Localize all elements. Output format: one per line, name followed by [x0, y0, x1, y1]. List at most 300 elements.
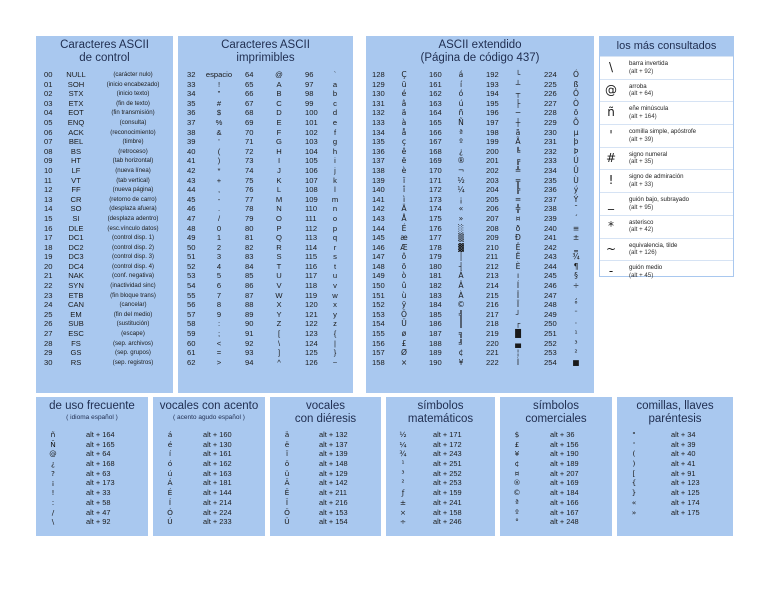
- extended-code: 220: [486, 338, 499, 348]
- quotes-brackets-char: (: [632, 449, 636, 459]
- umlaut-vowels-char: Ï: [285, 497, 289, 507]
- extended-char: ã: [515, 127, 521, 137]
- frequent-use-char: \: [51, 517, 55, 527]
- printable-row: [178, 319, 353, 329]
- control-row: [36, 224, 173, 234]
- control-description: (desplaza adentro): [107, 214, 159, 222]
- quotes-brackets-row: [617, 430, 733, 440]
- math-symbols-alt-code: alt + 171: [433, 430, 462, 439]
- extended-char: ¹: [574, 329, 578, 339]
- extended-code: 176: [429, 223, 442, 233]
- frequent-use-title: de uso frecuente: [49, 400, 135, 412]
- extended-code: 184: [429, 300, 442, 310]
- umlaut-vowels-row: [270, 469, 381, 479]
- extended-char: ¢: [458, 348, 464, 358]
- most-consulted-glyph: @: [605, 82, 617, 97]
- umlaut-vowels-row: [270, 449, 381, 459]
- extended-char: ¥: [458, 357, 464, 367]
- extended-char: à: [401, 117, 407, 127]
- extended-row: [366, 118, 594, 128]
- printable-code: 42: [187, 165, 196, 175]
- extended-row: [366, 329, 594, 339]
- commercial-symbols-row: [500, 469, 612, 479]
- printable-row: [178, 108, 353, 118]
- extended-char: ¦: [516, 348, 520, 358]
- frequent-use-row: [36, 469, 148, 479]
- most-consulted-name: signo de admiración: [629, 173, 684, 181]
- control-abbrev: ACK: [68, 127, 84, 137]
- math-symbols-row: [386, 517, 495, 527]
- printable-code: 110: [305, 204, 318, 214]
- extended-char: è: [401, 165, 407, 175]
- accented-vowels-row: [153, 488, 265, 498]
- control-abbrev: NULL: [66, 70, 86, 79]
- control-code: 12: [44, 185, 53, 195]
- control-description: (control disp. 4): [112, 262, 154, 270]
- extended-code: 151: [372, 290, 385, 300]
- printable-code: 46: [187, 204, 196, 214]
- control-code: 10: [44, 165, 53, 175]
- printable-char: ,: [217, 185, 221, 195]
- printable-code: 44: [187, 185, 196, 195]
- extended-code: 181: [429, 271, 442, 281]
- printable-code: 116: [305, 261, 318, 271]
- extended-row: [366, 358, 594, 368]
- printable-char: w: [332, 290, 338, 300]
- control-code: 25: [44, 309, 53, 319]
- printable-char: K: [276, 175, 282, 185]
- printable-code: 100: [305, 108, 318, 118]
- accented-vowels-char: ó: [167, 459, 173, 469]
- math-symbols-alt-code: alt + 252: [433, 468, 462, 478]
- extended-code: 239: [544, 213, 557, 223]
- math-symbols-title: símbolos: [417, 400, 464, 412]
- math-symbols-row: [386, 469, 495, 479]
- extended-code: 183: [429, 290, 442, 300]
- printable-char: ]: [277, 348, 281, 358]
- umlaut-vowels-alt-code: alt + 129: [319, 468, 348, 478]
- extended-char: º: [459, 137, 463, 147]
- math-symbols-alt-code: alt + 241: [433, 497, 462, 507]
- extended-char: É: [401, 223, 407, 233]
- math-symbols-char: ²: [401, 478, 405, 488]
- extended-title-line-1: ASCII extendido: [438, 39, 522, 51]
- extended-ascii-panel: [366, 36, 594, 393]
- printable-code: 85: [245, 271, 254, 281]
- quotes-brackets-title: comillas, llaves: [636, 400, 714, 412]
- frequent-use-row: [36, 430, 148, 440]
- control-code: 23: [44, 290, 53, 300]
- umlaut-vowels-row: [270, 517, 381, 527]
- printable-row: [178, 89, 353, 99]
- commercial-symbols-row: [500, 449, 612, 459]
- printable-code: 123: [305, 329, 318, 339]
- printable-char: %: [215, 117, 223, 127]
- printable-char: g: [332, 137, 338, 147]
- extended-code: 236: [544, 185, 557, 195]
- umlaut-vowels-row: [270, 440, 381, 450]
- control-row: [36, 233, 173, 243]
- printable-code: 36: [187, 108, 196, 118]
- extended-code: 186: [429, 319, 442, 329]
- printable-code: 32: [187, 70, 196, 79]
- umlaut-vowels-row: [270, 478, 381, 488]
- extended-code: 163: [429, 98, 442, 108]
- frequent-use-rows: [36, 430, 148, 527]
- extended-char: ╦: [515, 175, 521, 185]
- printable-char: ): [217, 156, 221, 166]
- extended-code: 227: [544, 98, 557, 108]
- quotes-brackets-char: }: [631, 488, 637, 498]
- control-abbrev: NAK: [68, 271, 84, 281]
- accented-vowels-alt-code: alt + 160: [203, 430, 232, 439]
- printable-code: 103: [305, 137, 318, 147]
- extended-code: 131: [372, 98, 385, 108]
- extended-code: 149: [372, 271, 385, 281]
- printable-code: 40: [187, 146, 196, 156]
- quotes-brackets-char: [: [632, 468, 636, 478]
- control-description: (control disp. 2): [112, 243, 154, 251]
- math-symbols-alt-code: alt + 246: [433, 517, 462, 527]
- frequent-use-char: ¿: [51, 459, 55, 469]
- printable-code: 106: [305, 165, 318, 175]
- printable-char: G: [276, 137, 282, 147]
- commercial-symbols-char: °: [515, 517, 519, 527]
- extended-char: ¾: [572, 252, 580, 262]
- most-consulted-item: [600, 260, 733, 283]
- extended-code: 241: [544, 233, 557, 243]
- frequent-use-row: [36, 459, 148, 469]
- extended-char: é: [401, 89, 407, 99]
- printable-char: |: [334, 338, 336, 348]
- control-description: (inicio encabezado): [106, 80, 160, 88]
- printable-char: U: [276, 271, 282, 281]
- extended-code: 221: [486, 348, 499, 358]
- quotes-brackets-row: [617, 449, 733, 459]
- extended-row: [366, 319, 594, 329]
- quotes-brackets-alt-code: alt + 125: [671, 488, 700, 498]
- extended-char: Õ: [573, 117, 579, 127]
- quotes-brackets-alt-code: alt + 123: [671, 478, 700, 488]
- control-abbrev: DC3: [68, 252, 84, 262]
- printable-code: 79: [245, 213, 254, 223]
- control-abbrev: GS: [70, 348, 82, 358]
- math-symbols-char: ±: [399, 497, 407, 507]
- printable-char: B: [276, 89, 282, 99]
- printable-char: x: [333, 300, 337, 310]
- extended-char: ó: [458, 89, 464, 99]
- frequent-use-alt-code: alt + 173: [86, 478, 115, 488]
- umlaut-vowels-row: [270, 488, 381, 498]
- control-description: (desplaza afuera): [109, 205, 157, 213]
- commercial-symbols-char: ¥: [514, 449, 520, 459]
- extended-code: 135: [372, 137, 385, 147]
- umlaut-vowels-row: [270, 430, 381, 440]
- control-description: (fin del medio): [113, 310, 153, 318]
- most-consulted-alt-code: (alt + 33): [629, 180, 654, 188]
- printable-row: [178, 329, 353, 339]
- extended-char: ¯: [574, 204, 578, 214]
- extended-code: 207: [486, 213, 499, 223]
- control-abbrev: SOH: [67, 79, 85, 89]
- extended-char: ÷: [572, 281, 580, 291]
- control-row: [36, 214, 173, 224]
- math-symbols-row: [386, 498, 495, 508]
- control-description: (timbre): [122, 138, 144, 146]
- control-row: [36, 195, 173, 205]
- extended-code: 245: [544, 271, 557, 281]
- frequent-use-alt-code: alt + 165: [86, 439, 115, 449]
- extended-code: 246: [544, 281, 557, 291]
- control-abbrev: HT: [70, 156, 82, 166]
- extended-char: ╝: [458, 338, 464, 348]
- extended-char: á: [458, 70, 464, 79]
- extended-char: ô: [401, 252, 407, 262]
- printable-code: 70: [245, 127, 254, 137]
- printable-char: [: [277, 329, 281, 339]
- quotes-brackets-row: [617, 498, 733, 508]
- math-symbols-char: ½: [399, 430, 407, 439]
- frequent-use-alt-code: alt + 58: [86, 497, 111, 507]
- control-description: (retorno de carro): [109, 195, 157, 203]
- control-row: [36, 319, 173, 329]
- commercial-symbols-char: ª: [515, 497, 519, 507]
- accented-vowels-char: á: [167, 430, 173, 439]
- quotes-brackets-row: [617, 440, 733, 450]
- umlaut-vowels-title: vocales: [306, 400, 345, 412]
- extended-code: 215: [486, 290, 499, 300]
- control-abbrev: EOT: [68, 108, 84, 118]
- math-symbols-row: [386, 459, 495, 469]
- control-abbrev: DC2: [68, 242, 84, 252]
- quotes-brackets-row: [617, 459, 733, 469]
- printable-char: +: [216, 175, 222, 185]
- quotes-brackets-alt-code: alt + 174: [671, 497, 700, 507]
- printable-code: 68: [245, 108, 254, 118]
- printable-code: 96: [305, 70, 314, 79]
- most-consulted-item: [600, 169, 733, 192]
- extended-code: 145: [372, 233, 385, 243]
- control-code: 21: [44, 271, 53, 281]
- extended-char: ¼: [457, 185, 465, 195]
- control-description: (consulta): [119, 118, 147, 126]
- commercial-symbols-char: ©: [513, 488, 521, 498]
- extended-row: [366, 156, 594, 166]
- control-abbrev: VT: [71, 175, 81, 185]
- extended-code: 193: [486, 79, 499, 89]
- control-abbrev: CR: [70, 194, 82, 204]
- control-abbrev: ETX: [68, 98, 84, 108]
- printable-char: &: [216, 127, 222, 137]
- control-row: [36, 108, 173, 118]
- commercial-symbols-char: ¢: [514, 459, 520, 469]
- control-row: [36, 166, 173, 176]
- printable-char: H: [276, 146, 282, 156]
- printable-code: 122: [305, 319, 318, 329]
- printable-row: [178, 271, 353, 281]
- printable-code: 52: [187, 261, 196, 271]
- printable-char: S: [276, 252, 282, 262]
- extended-row: [366, 281, 594, 291]
- extended-code: 152: [372, 300, 385, 310]
- most-consulted-glyph: ': [609, 128, 613, 143]
- most-consulted-item: [600, 215, 733, 238]
- printable-char: 1: [216, 233, 222, 243]
- most-consulted-panel: [599, 36, 734, 277]
- printable-code: 50: [187, 242, 196, 252]
- frequent-use-alt-code: alt + 63: [86, 468, 111, 478]
- control-row: [36, 271, 173, 281]
- control-title-line-2: de control: [79, 51, 130, 64]
- printable-char: O: [276, 213, 282, 223]
- extended-row: [366, 300, 594, 310]
- extended-row: [366, 310, 594, 320]
- frequent-use-row: [36, 498, 148, 508]
- extended-code: 164: [429, 108, 442, 118]
- extended-char: ¡: [459, 194, 463, 204]
- control-abbrev: SI: [72, 213, 80, 223]
- commercial-symbols-alt-code: alt + 184: [550, 488, 579, 498]
- extended-row: [366, 70, 594, 80]
- printable-char: :: [217, 319, 221, 329]
- control-description: (sustitución): [116, 320, 150, 328]
- accented-vowels-row: [153, 430, 265, 440]
- printable-char: N: [276, 204, 282, 214]
- printable-code: 56: [187, 300, 196, 310]
- most-consulted-glyph: -: [608, 264, 614, 279]
- printable-code: 76: [245, 185, 254, 195]
- printable-code: 81: [245, 233, 254, 243]
- printable-code: 35: [187, 98, 196, 108]
- printable-char: 6: [216, 281, 222, 291]
- extended-code: 182: [429, 281, 442, 291]
- printable-char: ^: [277, 357, 281, 367]
- commercial-symbols-row: [500, 478, 612, 488]
- printable-code: 47: [187, 213, 196, 223]
- frequent-use-row: [36, 449, 148, 459]
- accented-vowels-row: [153, 469, 265, 479]
- extended-char: █: [515, 329, 521, 339]
- math-symbols-alt-code: alt + 172: [433, 439, 462, 449]
- frequent-use-char: ¡: [51, 478, 55, 488]
- extended-char: õ: [573, 108, 579, 118]
- extended-char: ║: [458, 319, 464, 329]
- most-consulted-alt-code: (alt + 126): [629, 249, 657, 256]
- commercial-symbols-row: [500, 517, 612, 527]
- printable-char: V: [276, 281, 282, 291]
- commercial-symbols-alt-code: alt + 248: [550, 517, 579, 527]
- extended-row: [366, 89, 594, 99]
- printable-char: @: [275, 70, 283, 79]
- printable-row: [178, 137, 353, 147]
- extended-char: »: [458, 213, 464, 223]
- most-consulted-item: [600, 79, 733, 102]
- control-code: 00: [44, 70, 53, 79]
- control-code: 03: [44, 98, 53, 108]
- umlaut-vowels-alt-code: alt + 139: [319, 449, 348, 459]
- printable-char: L: [276, 185, 282, 195]
- control-abbrev: EM: [70, 309, 82, 319]
- extended-char: Ð: [515, 233, 521, 243]
- control-description: (fin bloque trans): [110, 291, 156, 299]
- accented-vowels-char: ú: [167, 468, 173, 478]
- printable-code: 66: [245, 89, 254, 99]
- extended-char: ¿: [458, 146, 464, 156]
- extended-char: ð: [515, 223, 521, 233]
- control-code: 05: [44, 117, 53, 127]
- most-consulted-alt-code: (alt + 45): [629, 271, 654, 279]
- extended-char: ü: [401, 79, 407, 89]
- math-symbols-row: [386, 508, 495, 518]
- printable-code: 61: [187, 348, 196, 358]
- extended-char: ½: [457, 175, 465, 185]
- extended-char: ¤: [515, 213, 521, 223]
- control-code: 26: [44, 319, 53, 329]
- accented-vowels-title: vocales con acento: [159, 400, 259, 412]
- printable-code: 120: [305, 300, 318, 310]
- accented-vowels-row: [153, 440, 265, 450]
- printable-code: 84: [245, 261, 254, 271]
- extended-code: 148: [372, 261, 385, 271]
- frequent-use-alt-code: alt + 64: [86, 449, 111, 459]
- printable-row: [178, 156, 353, 166]
- commercial-symbols-row: [500, 498, 612, 508]
- extended-code: 254: [544, 357, 557, 367]
- printable-char: t: [333, 261, 337, 271]
- printable-row: [178, 348, 353, 358]
- umlaut-vowels-panel: [270, 397, 381, 536]
- frequent-use-row: [36, 478, 148, 488]
- control-row: [36, 128, 173, 138]
- extended-char: î: [402, 185, 406, 195]
- most-consulted-item: [600, 192, 733, 215]
- printable-char: u: [332, 271, 338, 281]
- umlaut-vowels-alt-code: alt + 154: [319, 517, 348, 527]
- control-code: 01: [44, 79, 53, 89]
- printable-code: 80: [245, 223, 254, 233]
- commercial-symbols-row: [500, 508, 612, 518]
- extended-code: 214: [486, 281, 499, 291]
- extended-char: Î: [516, 290, 520, 300]
- printable-code: 77: [245, 194, 254, 204]
- most-consulted-name: barra invertida: [629, 60, 668, 67]
- quotes-brackets-row: [617, 478, 733, 488]
- extended-row: [366, 204, 594, 214]
- printable-char: <: [216, 338, 222, 348]
- accented-vowels-alt-code: alt + 162: [203, 459, 232, 469]
- printable-char: ": [217, 89, 221, 99]
- extended-char: ╔: [515, 156, 521, 166]
- extended-code: 226: [544, 89, 557, 99]
- extended-row: [366, 176, 594, 186]
- frequent-use-char: ñ: [50, 430, 56, 439]
- extended-code: 237: [544, 194, 557, 204]
- extended-code: 200: [486, 146, 499, 156]
- control-abbrev: FF: [71, 185, 81, 195]
- umlaut-vowels-row: [270, 459, 381, 469]
- accented-vowels-alt-code: alt + 130: [203, 439, 232, 449]
- control-code: 04: [44, 108, 53, 118]
- extended-char: Ù: [573, 175, 579, 185]
- control-characters-panel: [36, 36, 173, 393]
- math-symbols-row: [386, 449, 495, 459]
- extended-code: 222: [486, 357, 499, 367]
- extended-char: ı: [516, 271, 520, 281]
- printable-char: -: [217, 194, 221, 204]
- extended-code: 190: [429, 357, 442, 367]
- printable-code: 88: [245, 300, 254, 310]
- extended-char: Í: [516, 281, 520, 291]
